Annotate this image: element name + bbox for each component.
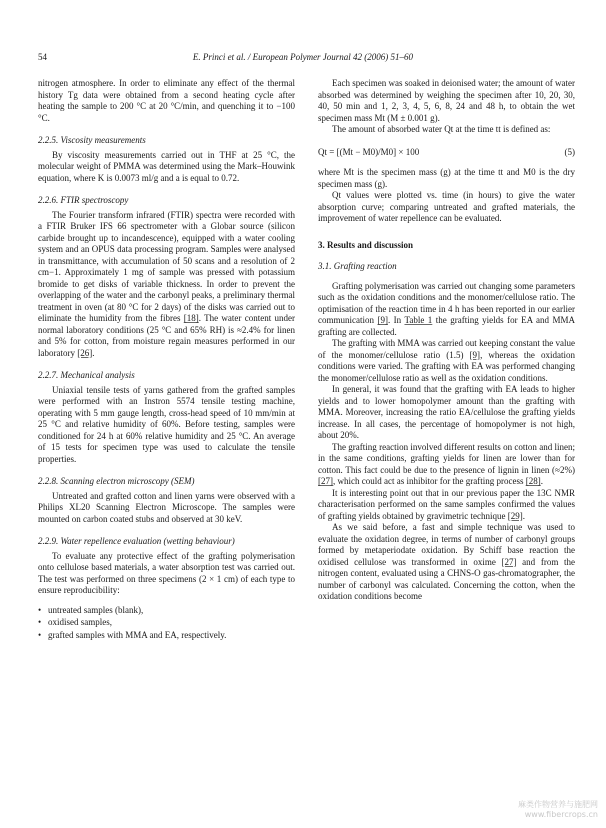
grafting-paragraph-4: The grafting reaction involved different results on cotton and linen; in the same conditions, grafting yields for linen are lower than for cotton. This fact could be due to the presence of lignin in linen (≈2%) [27], which could act as inhibitor for the grafting process [28]. — [318, 441, 575, 486]
table-1-link[interactable]: Table 1 — [404, 315, 433, 325]
list-item: • untreated samples (blank), — [38, 604, 144, 615]
soak-paragraph: Each specimen was soaked in deionised water; the amount of water absorbed was determined by weighing the specimen after 10, 20, 30, 40, 50 min and 1, 2, 3, 4, 5, 6, 8, 24 and 48 h, to obtain the wet specimen mass Mt (M ± 0.001 g). — [318, 78, 575, 123]
grafting-paragraph-2: The grafting with MMA was carried out keeping constant the value of the monomer/cellulose ratio (1.5) [9], whereas the oxidation conditions were varied. The grafting with EA was performed changing the monomer/cellulose ratio as well as the oxidation conditions. — [318, 338, 575, 383]
viscosity-heading: 2.2.5. Viscosity measurements — [38, 135, 146, 145]
reference-link-18[interactable]: [18] — [183, 313, 199, 323]
viscosity-paragraph: By viscosity measurements carried out in THF at 25 °C, the molecular weight of PMMA was determined using the Mark–Houwink equation, where K is 0.0073 ml/g and a is equal to 0.72. — [38, 149, 295, 183]
sem-heading: 2.2.8. Scanning electron microscopy (SEM) — [38, 476, 195, 486]
specimen-list — [38, 605, 295, 642]
grafting-paragraph-5: It is interesting point out that in our previous paper the 13C NMR characterisation performed on the same samples confirmed the values of grafting yields obtained by gravimetric technique [29]. — [318, 487, 575, 521]
watermark — [492, 800, 598, 820]
right-column — [318, 78, 575, 603]
ftir-paragraph — [38, 210, 295, 360]
list-item: • oxidised samples, — [38, 617, 112, 627]
plot-paragraph: Qt values were plotted vs. time (in hours) to give the water absorption curve; comparing untreated and grafted materials, the improvement of water repellence can be evaluated. — [318, 190, 575, 223]
intro-paragraph: nitrogen atmosphere. In order to eliminate any effect of the thermal history Tg data were obtained from a second heating cycle after heating the sample to 200 °C at 20 °C/min, and quenching it to −100 °C. — [38, 78, 295, 123]
bullet-icon: • — [38, 604, 42, 615]
ftir-heading: 2.2.6. FTIR spectroscopy — [38, 195, 129, 205]
reference-link-27[interactable]: [27] — [501, 556, 517, 567]
equation-formula: Qt = [(Mt − M0)/M0] × 100 — [318, 146, 420, 157]
ftir-text-a: The Fourier transform infrared (FTIR) spectra were recorded with a FTIR Bruker IFS 66 spectrometer with a Globar source (silicon carbide brought up to incandescence), equipped with a water cooling system and an OPUS data processing program. Samples were analysed in transmittance, with accumulation of 50 scans and a resolution of 2 cm−1. Approximately 1 mg of sample was pressed with potassium bromide to get disks of variable thickness. In order to prevent the overlapping of the water and the carbonyl peaks, a preliminary thermal treatment in oven (at 80 °C for 2 days) of the disks was carried out to eliminate the humidity from the fibres — [38, 209, 295, 323]
mechanical-paragraph: Uniaxial tensile tests of yarns gathered from the grafted samples were performed with an Instron 5574 tensile testing machine, operating with 5 mm gauge length, cross-head speed of 10 mm/min at 25 °C and relative humidity of 60%. Before testing, samples were conditioned for 24 h at 60% relative humidity and 25 °C. An average of 15 tests for specimen type was used to calculate the tensile properties. — [38, 384, 295, 464]
equation-5 — [318, 147, 575, 159]
page-header — [38, 50, 568, 64]
water-repellence-heading: 2.2.9. Water repellence evaluation (wetting behaviour) — [38, 536, 235, 546]
reference-link-26[interactable]: [26] — [77, 347, 93, 358]
reference-link-27[interactable]: [27] — [318, 476, 333, 486]
watermark-line-1: 麻类作物营养与施肥网 — [518, 800, 598, 809]
subsection-heading-grafting: 3.1. Grafting reaction — [318, 261, 397, 271]
bullet-icon: • — [38, 617, 42, 627]
grafting-paragraph-6: As we said before, a fast and simple technique was used to evaluate the oxidation degree, in terms of number of carbonyl groups formed by metaperiodate oxidation. By Schiff base reaction the oxidised cellulose was transformed in oxime [27] and from the nitrogen content, evaluated using a CHNS-O gas-chromatographer, the number of carbonyl was calculated. Concerning the cotton, when the oxidation conditions become — [318, 522, 575, 601]
reference-link-29[interactable]: [29] — [507, 510, 523, 521]
reference-link-9[interactable]: [9] — [469, 349, 481, 360]
ftir-text-b: . The water content under normal laboratory conditions (25 °C and 65% RH) is ≈2.4% for linen and 5% for cotton, from moisture regain measures performed in our laboratory — [38, 313, 295, 358]
grafting-paragraph-1: Grafting polymerisation was carried out changing some parameters such as the oxidation conditions and the monomer/cellulose ratio. The optimisation of the reaction time in 4 h has been reported in our earlier communication [9]. In Table 1 the grafting yields for EA and MMA grafting are collected. — [318, 280, 575, 337]
ftir-text-c: . — [92, 347, 95, 358]
mechanical-heading: 2.2.7. Mechanical analysis — [38, 370, 135, 380]
watermark-line-2: www.fibercrops.cn — [524, 810, 598, 819]
section-heading-results: 3. Results and discussion — [318, 239, 414, 250]
running-title: E. Princi et al. / European Polymer Journal 42 (2006) 51–60 — [192, 52, 414, 62]
page-number: 54 — [38, 52, 47, 62]
left-column — [38, 78, 295, 642]
sem-paragraph: Untreated and grafted cotton and linen yarns were observed with a Philips XL20 Scanning Electron Microscope. The samples were mounted on carbon coated stubs and observed at 30 keV. — [38, 490, 295, 524]
reference-link-9[interactable]: [9] — [377, 315, 388, 325]
list-item: • grafted samples with MMA and EA, respectively. — [38, 629, 227, 640]
grafting-paragraph-3: In general, it was found that the grafting with EA leads to higher yields and to lower homopolymer amount than the grafting with MMA. Moreover, increasing the ratio EA/cellulose the grafting yields increase. In all cases, the percentage of homopolymer is not high, about 20%. — [318, 384, 575, 440]
bullet-icon: • — [38, 629, 42, 640]
equation-number: (5) — [564, 146, 575, 157]
water-repellence-paragraph: To evaluate any protective effect of the grafting polymerisation onto cellulose based materials, a water absorption test was carried out. The test was performed on three specimens (2 × 1 cm) of each type to ensure reproducibility: — [38, 550, 295, 595]
equation-explanation: where Mt is the specimen mass (g) at the time tt and M0 is the dry specimen mass (g). — [318, 167, 575, 189]
absorbed-water-paragraph: The amount of absorbed water Qt at the time tt is defined as: — [332, 124, 551, 134]
reference-link-28[interactable]: [28] — [525, 476, 541, 486]
